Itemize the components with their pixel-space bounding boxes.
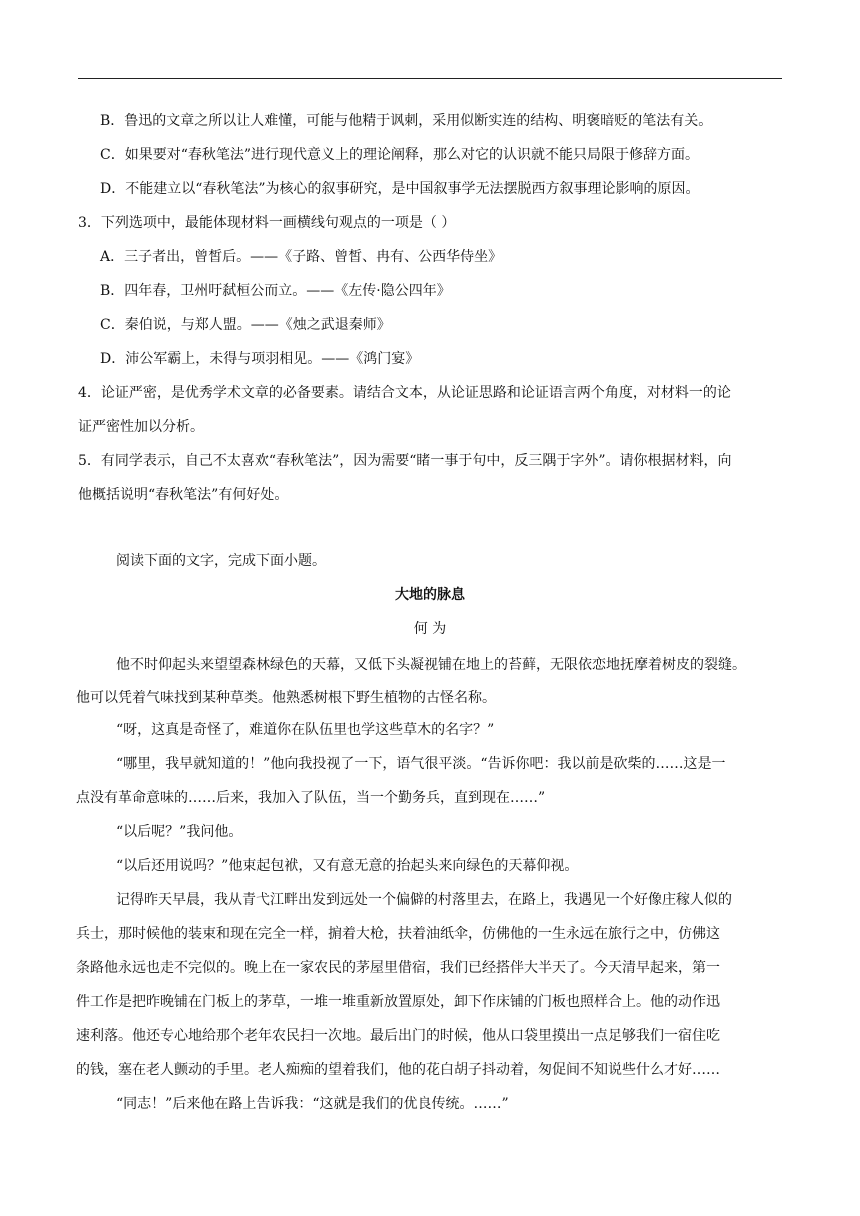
question-3-option-d: D．沛公军霸上，未得与项羽相见。——《鸿门宴》 bbox=[100, 351, 420, 367]
story-line: 他不时仰起头来望望森林绿色的天幕，又低下头凝视铺在地上的苔藓，无限依恋地抚摩着树皮的裂缝。 bbox=[116, 657, 746, 673]
story-line: “以后呢？”我问他。 bbox=[116, 824, 243, 840]
reading-instruction: 阅读下面的文字，完成下面小题。 bbox=[116, 553, 326, 569]
story-line: 件工作是把昨晚铺在门板上的茅草，一堆一堆重新放置原处，卸下作床铺的门板也照样合上。他的动作迅 bbox=[76, 994, 720, 1010]
story-line: “以后还用说吗？”他束起包袱，又有意无意的抬起头来向绿色的天幕仰视。 bbox=[116, 858, 579, 874]
story-line: “呀，这真是奇怪了，难道你在队伍里也学这些草木的名字？” bbox=[116, 722, 495, 738]
question-4-line-1: 4．论证严密，是优秀学术文章的必备要素。请结合文本，从论证思路和论证语言两个角度，对材料一的论 bbox=[78, 385, 731, 401]
story-line: 的钱，塞在老人颤动的手里。老人痴痴的望着我们，他的花白胡子抖动着，匆促间不知说些什么才好…… bbox=[76, 1062, 720, 1078]
question-3-stem: 3．下列选项中，最能体现材料一画横线句观点的一项是（ ） bbox=[78, 215, 456, 231]
question-4-line-2: 证严密性加以分析。 bbox=[78, 419, 204, 435]
story-line: 条路他永远也走不完似的。晚上在一家农民的茅屋里借宿，我们已经搭伴大半天了。今天清早起来，第一 bbox=[76, 960, 720, 976]
story-title: 大地的脉息 bbox=[395, 587, 465, 603]
story-line: “哪里，我早就知道的！”他向我投视了一下，语气很平淡。“告诉你吧：我以前是砍柴的……这是一 bbox=[116, 756, 726, 772]
story-line: 他可以凭着气味找到某种草类。他熟悉树根下野生植物的古怪名称。 bbox=[76, 690, 496, 706]
header-rule bbox=[78, 78, 782, 79]
question-3-option-a: A．三子者出，曾皙后。——《子路、曾皙、冉有、公西华侍坐》 bbox=[100, 249, 503, 265]
question-3-option-c: C．秦伯说，与郑人盟。——《烛之武退秦师》 bbox=[100, 317, 391, 333]
story-author: 何 为 bbox=[413, 621, 447, 637]
option-c-text: C．如果要对“春秋笔法”进行现代意义上的理论阐释，那么对它的认识就不能只局限于修辞方面。 bbox=[100, 147, 700, 163]
story-line: 兵士，那时候他的装束和现在完全一样，掮着大枪，扶着油纸伞，仿佛他的一生永远在旅行之中，仿佛这 bbox=[76, 926, 720, 942]
option-b-text: B．鲁迅的文章之所以让人难懂，可能与他精于讽刺，采用似断实连的结构、明褒暗贬的笔法有关。 bbox=[100, 113, 713, 129]
story-line: 速利落。他还专心地给那个老年农民扫一次地。最后出门的时候，他从口袋里摸出一点足够我们一宿住吃 bbox=[76, 1028, 720, 1044]
story-line: 记得昨天早晨，我从青弋江畔出发到远处一个偏僻的村落里去，在路上，我遇见一个好像庄稼人似的 bbox=[116, 892, 732, 908]
question-3-option-b: B．四年春，卫州吁弑桓公而立。——《左传·隐公四年》 bbox=[100, 283, 451, 299]
question-5-line-1: 5．有同学表示，自己不太喜欢“春秋笔法”，因为需要“睹一事于句中，反三隅于字外”。请你根据材料，向 bbox=[78, 453, 732, 469]
story-line: 点没有革命意味的……后来，我加入了队伍，当一个勤务兵，直到现在……” bbox=[76, 790, 546, 806]
story-line: “同志！”后来他在路上告诉我：“这就是我们的优良传统。……” bbox=[116, 1096, 509, 1112]
option-d-text: D．不能建立以“春秋笔法”为核心的叙事研究，是中国叙事学无法摆脱西方叙事理论影响的原因。 bbox=[100, 181, 700, 197]
question-5-line-2: 他概括说明“春秋笔法”有何好处。 bbox=[78, 487, 289, 503]
